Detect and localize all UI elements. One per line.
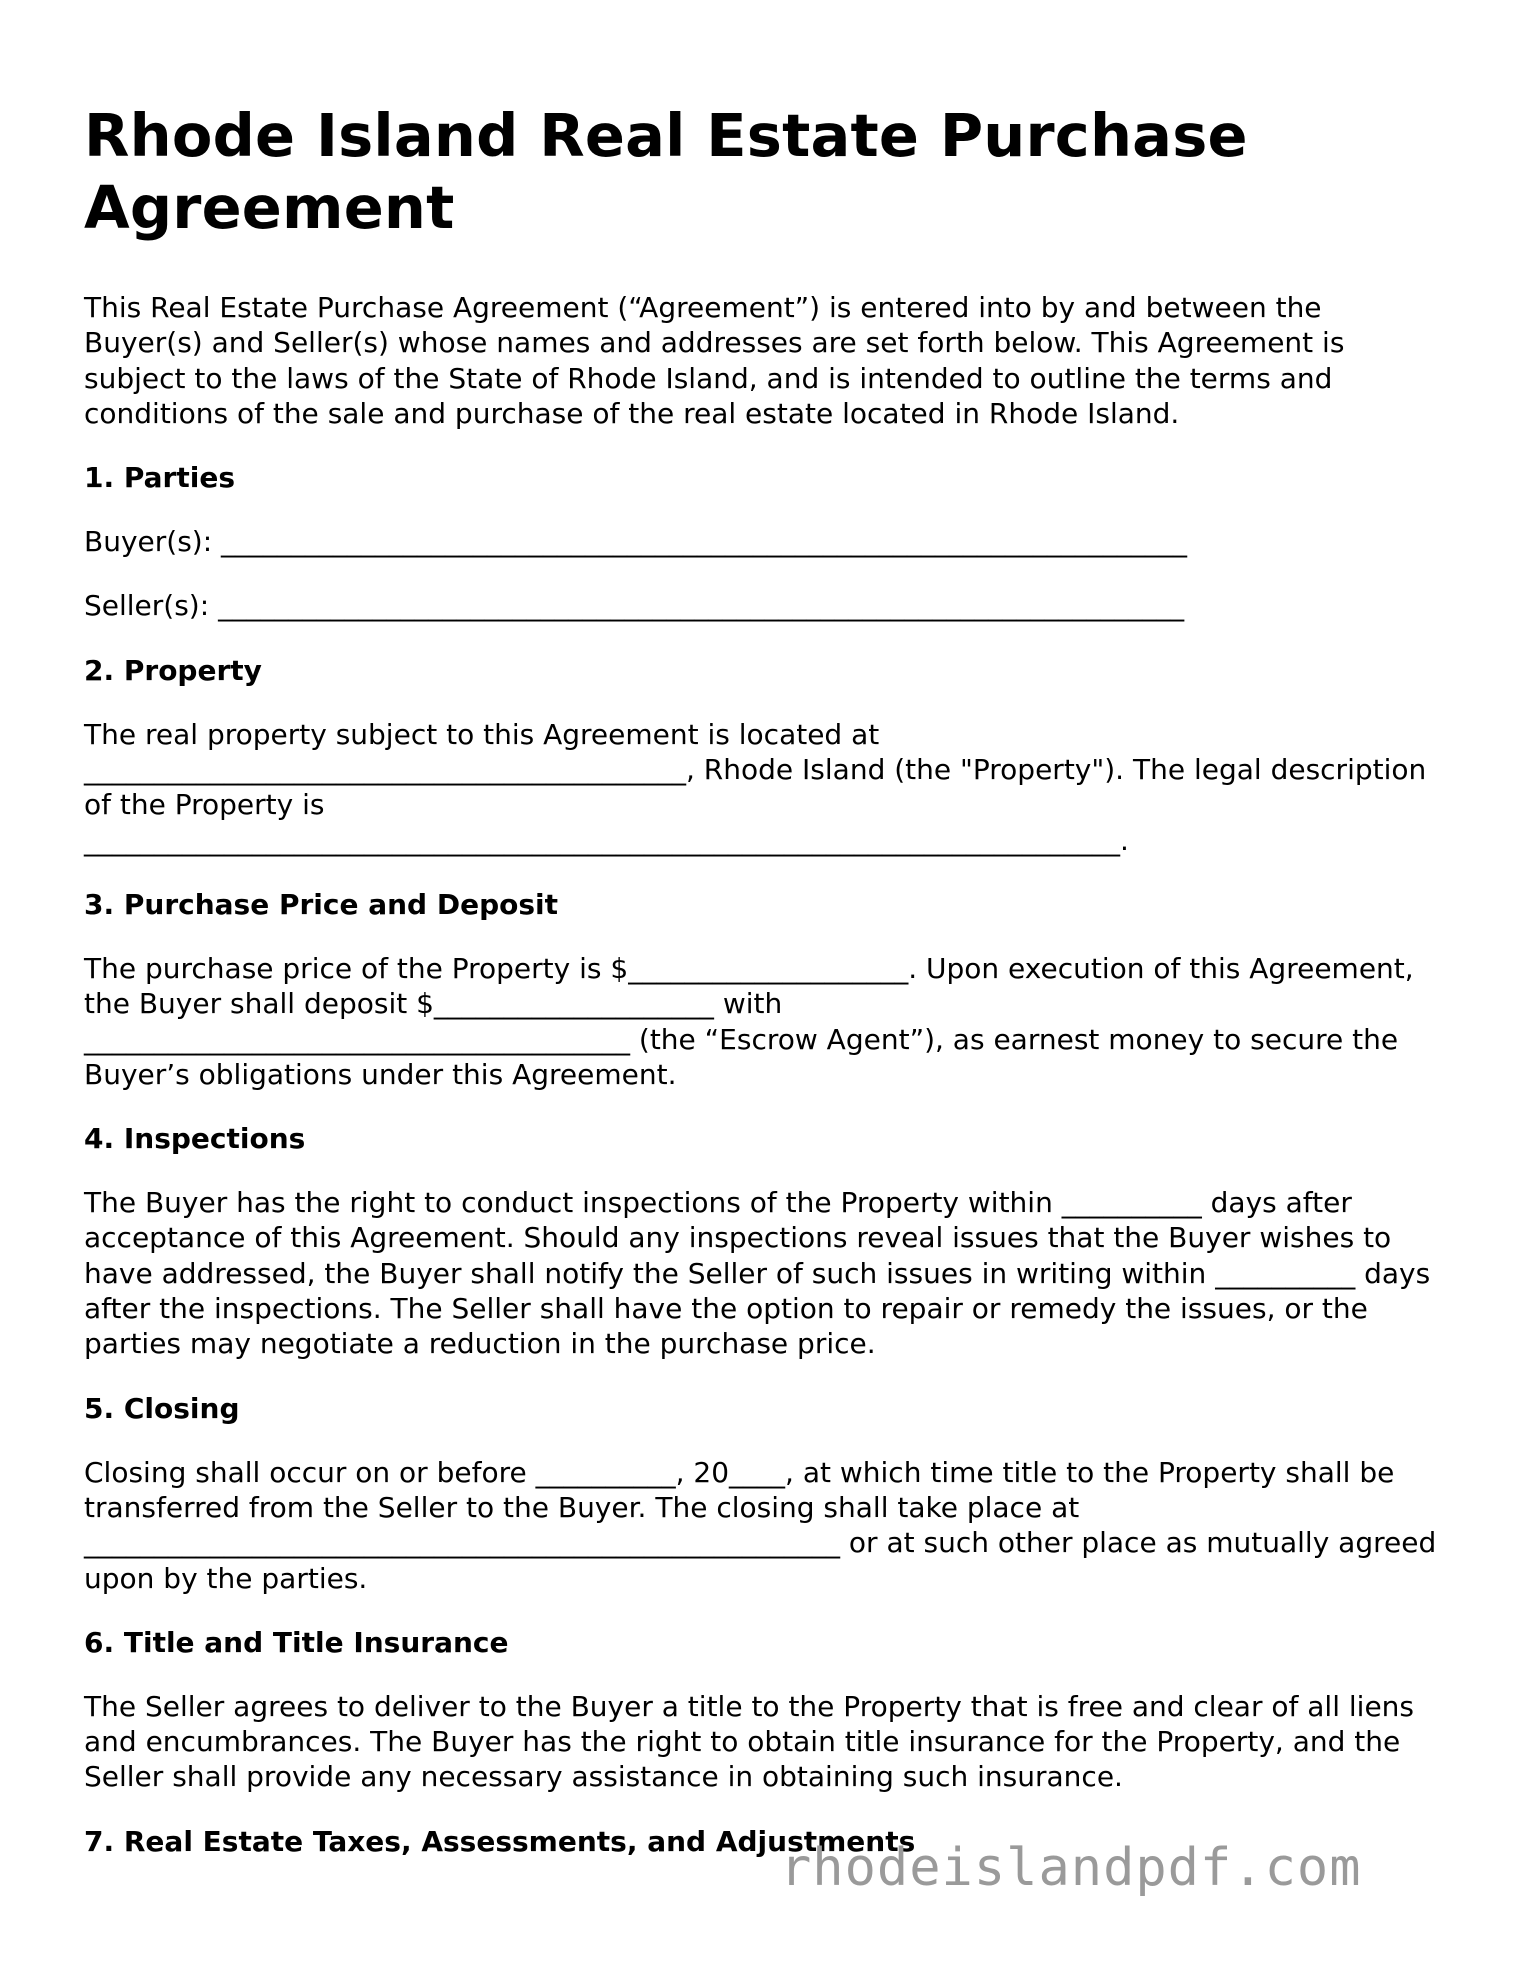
section-body-title-insurance: The Seller agrees to deliver to the Buyer a title to the Property that is free and clear of all liens and encumbrances. The Buyer has the right to obtain title insurance for the Property, and the Seller shall provide any necessary assistance in obtaining such insurance. [84,1689,1423,1794]
seller-field: Seller(s): _____________________________________________________________________ [84,589,1185,623]
document-page [84,100,1444,1859]
section-body-purchase-price: The purchase price of the Property is $____________________. Upon execution of this Agreement, the Buyer shall deposit $____________________ with _______________________________________ (the “Escrow Agent”), as earnest money to secure the Buyer’s obligations under this Agreement. [84,951,1414,1091]
section-body-closing: Closing shall occur on or before __________, 20____, at which time title to the Property shall be transferred from the Seller to the Buyer. The closing shall take place at ______________________________________________________ or at such other place as mutually agreed upon by the parties. [84,1455,1437,1595]
section-heading-property: 2. Property [84,653,262,687]
section-heading-inspections: 4. Inspections [84,1122,306,1156]
section-heading-purchase-price: 3. Purchase Price and Deposit [84,887,559,921]
document-title: Rhode Island Real Estate Purchase Agreement [84,101,1248,242]
section-heading-parties: 1. Parties [84,461,235,495]
section-body-inspections: The Buyer has the right to conduct inspections of the Property within __________ days after acceptance of this Agreement. Should any inspections reveal issues that the Buyer wishes to have addressed, the Buyer shall notify the Seller of such issues in writing within __________ days after the inspections. The Seller shall have the option to repair or remedy the issues, or the parties may negotiate a reduction in the purchase price. [84,1186,1440,1361]
intro-paragraph: This Real Estate Purchase Agreement (“Agreement”) is entered into by and between the Buyer(s) and Seller(s) whose names and addresses are set forth below. This Agreement is subject to the laws of the State of Rhode Island, and is intended to outline the terms and conditions of the sale and purchase of the real estate located in Rhode Island. [84,291,1354,430]
buyer-field: Buyer(s): _____________________________________________________________________ [84,525,1188,559]
section-heading-taxes: 7. Real Estate Taxes, Assessments, and Adjustments [84,1824,916,1858]
section-heading-title-insurance: 6. Title and Title Insurance [84,1625,509,1659]
site-watermark: rhodeislandpdf.com [780,1838,1362,1898]
section-heading-closing: 5. Closing [84,1391,240,1425]
section-body-property: The real property subject to this Agreement is located at ___________________________________________, Rhode Island (the "Property"). The legal description of the Property is __________________________________________________________________________. [84,717,1427,857]
